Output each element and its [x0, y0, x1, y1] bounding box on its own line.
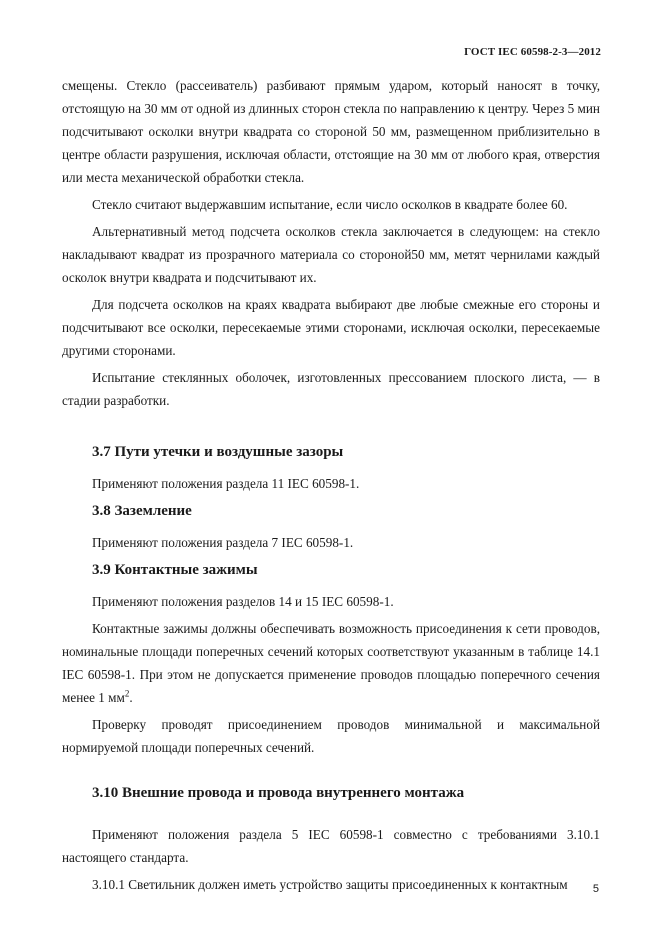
spacer: [62, 523, 600, 531]
spacer: [62, 582, 600, 590]
paragraph: Испытание стеклянных оболочек, изготовленных прессованием плоского листа, — в стадии разработки.: [62, 370, 600, 408]
spacer: [62, 416, 600, 440]
paragraph-text: Контактные зажимы должны обеспечивать возможность присоединения к сети проводов, номинальные площади поперечных сечений которых соответствуют указанным в таблице 14.1 IEC 60598-1. При этом не допускается применение проводов площадью поперечного сечения менее 1 мм: [62, 621, 600, 705]
spacer: [62, 763, 600, 781]
paragraph: Применяют положения раздела 7 IEC 60598-1.: [92, 535, 354, 550]
paragraph: Стекло считают выдержавшим испытание, если число осколков в квадрате более 60.: [92, 197, 568, 212]
paragraph: 3.10.1 Светильник должен иметь устройство защиты присоединенных к контактным: [92, 877, 568, 892]
section-heading-3-10: 3.10 Внешние провода и провода внутреннего монтажа: [92, 785, 465, 801]
paragraph: [62, 617, 600, 709]
section-heading-3-7: 3.7 Пути утечки и воздушные зазоры: [92, 444, 344, 460]
paragraph: Применяют положения разделов 14 и 15 IEC 60598-1.: [92, 594, 394, 609]
section-heading-3-9: 3.9 Контактные зажимы: [92, 562, 258, 578]
document-header: ГОСТ IEC 60598-2-3—2012: [464, 46, 601, 58]
spacer: [62, 464, 600, 472]
section-heading-3-8: 3.8 Заземление: [92, 503, 192, 519]
paragraph: Проверку проводят присоединением проводов минимальной и максимальной нормируемой площади поперечных сечений.: [62, 717, 600, 755]
page-number: 5: [592, 883, 599, 895]
paragraph: смещены. Стекло (рассеиватель) разбивают прямым ударом, который наносят в точку, отстоящую на 30 мм от одной из длинных сторон стекла по направлению к центру. Через 5 мин подсчитывают осколки внутри квадрата со стороной 50 мм, размещенном приблизительно в центре области разрушения, исключая области, отстоящие на 30 мм от любого края, отверстия или места механической обработки стекла.: [62, 78, 600, 185]
paragraph: Применяют положения раздела 5 IEC 60598-1 совместно с требованиями 3.10.1 настоящего стандарта.: [62, 827, 600, 865]
spacer: [62, 805, 600, 823]
page-content: [62, 74, 600, 900]
superscript: 2: [124, 688, 130, 699]
paragraph: Альтернативный метод подсчета осколков стекла заключается в следующем: на стекло накладывают квадрат из прозрачного материала со стороной50 мм, метят чернилами каждый осколок внутри квадрата и подсчитывают их.: [62, 224, 600, 285]
paragraph: Для подсчета осколков на краях квадрата выбирают две любые смежные его стороны и подсчитывают все осколки, пересекаемые этими сторонами, исключая осколки, пересекаемые другими сторонами.: [62, 297, 600, 358]
paragraph: Применяют положения раздела 11 IEC 60598-1.: [92, 476, 360, 491]
paragraph-text: .: [129, 690, 133, 705]
